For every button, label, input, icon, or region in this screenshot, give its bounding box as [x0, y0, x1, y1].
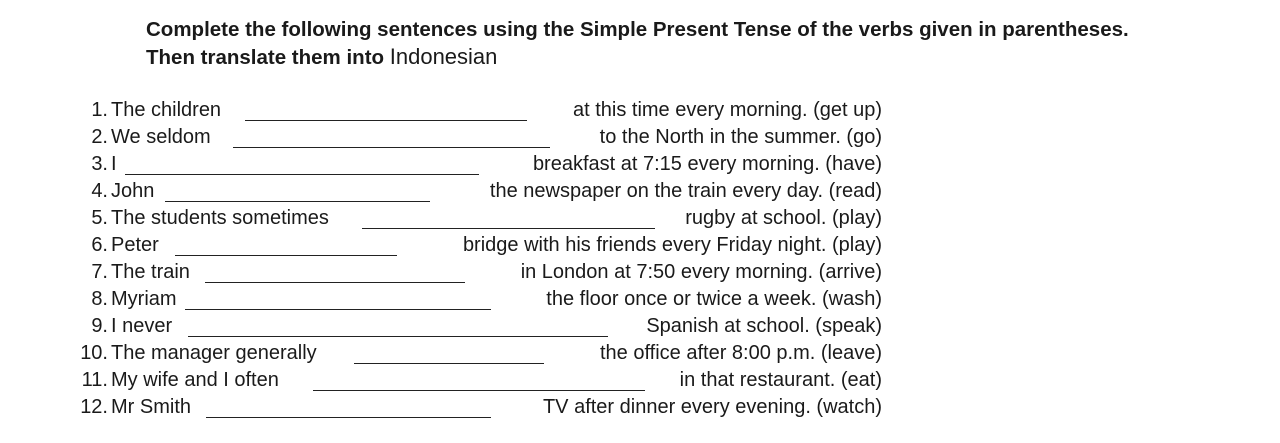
item-subject: We seldom: [111, 126, 211, 148]
item-number: 9.: [91, 315, 108, 337]
list-item: [0, 394, 900, 421]
answer-blank[interactable]: [313, 390, 645, 391]
list-item: [0, 205, 900, 232]
instruction-line-2: [146, 43, 1256, 71]
item-rest: to the North in the summer. (go): [599, 126, 882, 148]
list-item: [0, 124, 900, 151]
item-rest: Spanish at school. (speak): [646, 315, 882, 337]
list-item: [0, 178, 900, 205]
list-item: [0, 97, 900, 124]
item-number: 6.: [91, 234, 108, 256]
list-item: [0, 259, 900, 286]
answer-blank[interactable]: [205, 282, 465, 283]
answer-blank[interactable]: [245, 120, 527, 121]
list-item: [0, 340, 900, 367]
item-rest: the floor once or twice a week. (wash): [546, 288, 882, 310]
answer-blank[interactable]: [362, 228, 655, 229]
item-rest: in London at 7:50 every morning. (arrive): [520, 261, 882, 283]
item-number: 1.: [91, 99, 108, 121]
answer-blank[interactable]: [185, 309, 491, 310]
answer-blank[interactable]: [206, 417, 491, 418]
list-item: [0, 151, 900, 178]
item-number: 10.: [80, 342, 108, 364]
list-item: [0, 286, 900, 313]
item-rest: rugby at school. (play): [685, 207, 882, 229]
item-subject: Peter: [111, 234, 159, 256]
item-subject: I: [111, 153, 117, 175]
list-item: [0, 313, 900, 340]
answer-blank[interactable]: [125, 174, 479, 175]
answer-blank[interactable]: [175, 255, 397, 256]
item-subject: The children: [111, 99, 222, 121]
item-subject: John: [111, 180, 155, 202]
item-number: 4.: [91, 180, 108, 202]
target-language: Indonesian: [389, 44, 498, 69]
instruction-line-1: Complete the following sentences using the Simple Present Tense of the verbs given in parentheses.: [146, 18, 1129, 41]
item-subject: Mr Smith: [111, 396, 191, 418]
item-subject: The manager generally: [111, 342, 317, 364]
item-number: 2.: [91, 126, 108, 148]
item-subject: My wife and I often: [111, 369, 279, 391]
item-subject: The train: [111, 261, 190, 283]
item-rest: the office after 8:00 p.m. (leave): [599, 342, 882, 364]
item-rest: bridge with his friends every Friday night. (play): [462, 234, 882, 256]
instructions: [146, 16, 1256, 71]
instruction-line-2-prefix: Then translate them into: [146, 46, 390, 69]
item-subject: I never: [111, 315, 173, 337]
answer-blank[interactable]: [233, 147, 550, 148]
item-number: 8.: [91, 288, 108, 310]
item-number: 5.: [91, 207, 108, 229]
item-rest: at this time every morning. (get up): [572, 99, 882, 121]
answer-blank[interactable]: [354, 363, 544, 364]
item-number: 12.: [80, 396, 108, 418]
answer-blank[interactable]: [188, 336, 608, 337]
item-subject: Myriam: [111, 288, 177, 310]
item-rest: in that restaurant. (eat): [679, 369, 882, 391]
exercise-list: [0, 97, 900, 421]
item-number: 7.: [91, 261, 108, 283]
item-subject: The students sometimes: [111, 207, 329, 229]
answer-blank[interactable]: [165, 201, 430, 202]
item-rest: TV after dinner every evening. (watch): [542, 396, 882, 418]
item-rest: the newspaper on the train every day. (read): [489, 180, 882, 202]
list-item: [0, 367, 900, 394]
item-rest: breakfast at 7:15 every morning. (have): [532, 153, 882, 175]
item-number: 3.: [91, 153, 108, 175]
list-item: [0, 232, 900, 259]
item-number: 11.: [81, 369, 108, 391]
